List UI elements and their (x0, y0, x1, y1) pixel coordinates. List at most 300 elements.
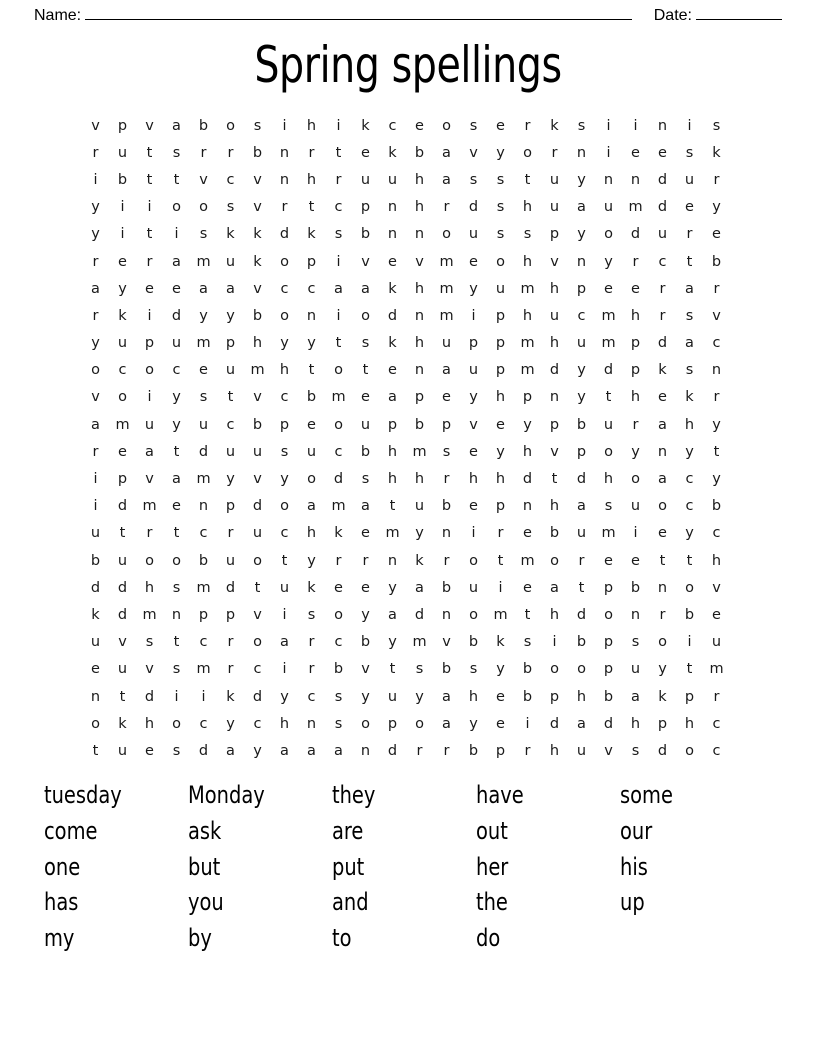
grid-cell[interactable]: b (252, 307, 263, 324)
grid-cell[interactable]: d (549, 362, 560, 379)
grid-cell[interactable]: u (495, 280, 506, 297)
grid-cell[interactable]: n (414, 362, 425, 379)
grid-cell[interactable]: t (713, 443, 720, 460)
grid-cell[interactable]: a (361, 498, 370, 515)
grid-cell[interactable]: t (146, 226, 153, 243)
grid-cell[interactable]: n (387, 552, 398, 569)
grid-cell[interactable]: m (250, 362, 265, 379)
grid-cell[interactable]: o (604, 606, 613, 623)
grid-cell[interactable]: r (227, 661, 234, 678)
grid-cell[interactable]: i (525, 715, 530, 732)
grid-cell[interactable]: e (496, 416, 505, 433)
date-input-line[interactable] (696, 6, 782, 20)
grid-cell[interactable]: y (523, 416, 532, 433)
grid-cell[interactable]: n (360, 742, 371, 759)
grid-cell[interactable]: s (631, 634, 640, 651)
grid-cell[interactable]: v (253, 606, 262, 623)
grid-cell[interactable]: d (657, 742, 668, 759)
grid-cell[interactable]: s (172, 579, 181, 596)
grid-cell[interactable]: a (334, 742, 343, 759)
grid-cell[interactable]: b (522, 688, 533, 705)
grid-cell[interactable]: r (443, 552, 450, 569)
grid-cell[interactable]: r (659, 280, 666, 297)
grid-cell[interactable]: m (331, 498, 346, 515)
grid-cell[interactable]: s (685, 307, 694, 324)
grid-cell[interactable]: o (145, 362, 154, 379)
grid-cell[interactable]: u (225, 253, 236, 270)
grid-cell[interactable]: m (196, 335, 211, 352)
grid-cell[interactable]: v (253, 171, 262, 188)
grid-cell[interactable]: t (173, 634, 180, 651)
grid-cell[interactable]: u (387, 688, 398, 705)
grid-cell[interactable]: v (604, 742, 613, 759)
grid-cell[interactable]: b (711, 498, 722, 515)
grid-cell[interactable]: r (308, 661, 315, 678)
grid-cell[interactable]: p (549, 416, 560, 433)
word-list-item[interactable]: by (188, 924, 212, 953)
grid-cell[interactable]: d (657, 171, 668, 188)
grid-cell[interactable]: o (604, 443, 613, 460)
grid-cell[interactable]: c (685, 471, 694, 488)
grid-cell[interactable]: o (226, 117, 235, 134)
grid-cell[interactable]: y (577, 389, 586, 406)
grid-cell[interactable]: a (172, 253, 181, 270)
word-list-item[interactable]: her (476, 852, 509, 881)
grid-cell[interactable]: p (306, 253, 317, 270)
grid-cell[interactable]: i (687, 634, 692, 651)
grid-cell[interactable]: a (658, 471, 667, 488)
grid-cell[interactable]: k (91, 606, 100, 623)
grid-cell[interactable]: t (173, 171, 180, 188)
grid-cell[interactable]: h (522, 443, 533, 460)
grid-cell[interactable]: h (549, 606, 560, 623)
grid-cell[interactable]: o (280, 498, 289, 515)
grid-cell[interactable]: r (713, 389, 720, 406)
grid-cell[interactable]: t (146, 144, 153, 161)
grid-cell[interactable]: v (253, 389, 262, 406)
grid-cell[interactable]: h (306, 117, 317, 134)
grid-cell[interactable]: s (307, 606, 316, 623)
grid-cell[interactable]: o (361, 307, 370, 324)
grid-cell[interactable]: m (709, 661, 724, 678)
grid-cell[interactable]: y (388, 579, 397, 596)
grid-cell[interactable]: y (415, 688, 424, 705)
grid-cell[interactable]: y (307, 335, 316, 352)
grid-cell[interactable]: u (225, 362, 236, 379)
grid-cell[interactable]: b (630, 579, 641, 596)
grid-cell[interactable]: v (118, 634, 127, 651)
grid-cell[interactable]: y (631, 443, 640, 460)
grid-cell[interactable]: r (92, 307, 99, 324)
word-list-item[interactable]: are (332, 816, 364, 845)
grid-cell[interactable]: a (388, 389, 397, 406)
grid-cell[interactable]: a (550, 579, 559, 596)
grid-cell[interactable]: n (630, 606, 641, 623)
grid-cell[interactable]: t (389, 498, 396, 515)
grid-cell[interactable]: r (524, 117, 531, 134)
grid-cell[interactable]: b (306, 389, 317, 406)
grid-cell[interactable]: c (307, 280, 316, 297)
grid-cell[interactable]: m (331, 389, 346, 406)
word-list-item[interactable]: and (332, 888, 369, 917)
grid-cell[interactable]: t (92, 742, 99, 759)
grid-cell[interactable]: r (200, 144, 207, 161)
grid-cell[interactable]: p (441, 416, 452, 433)
word-list-item[interactable]: up (620, 888, 645, 917)
grid-cell[interactable]: t (227, 389, 234, 406)
grid-cell[interactable]: a (226, 280, 235, 297)
grid-cell[interactable]: t (308, 199, 315, 216)
grid-cell[interactable]: h (549, 280, 560, 297)
grid-cell[interactable]: i (93, 471, 98, 488)
grid-cell[interactable]: r (308, 634, 315, 651)
grid-cell[interactable]: r (659, 606, 666, 623)
grid-cell[interactable]: o (604, 226, 613, 243)
grid-cell[interactable]: p (225, 498, 236, 515)
grid-cell[interactable]: k (496, 634, 505, 651)
grid-cell[interactable]: d (252, 688, 263, 705)
grid-cell[interactable]: o (577, 661, 586, 678)
grid-cell[interactable]: i (93, 498, 98, 515)
grid-cell[interactable]: d (252, 498, 263, 515)
grid-cell[interactable]: u (198, 416, 209, 433)
grid-cell[interactable]: y (604, 253, 613, 270)
grid-cell[interactable]: o (91, 362, 100, 379)
grid-cell[interactable]: y (685, 443, 694, 460)
grid-cell[interactable]: u (225, 443, 236, 460)
grid-cell[interactable]: h (468, 688, 479, 705)
grid-cell[interactable]: p (603, 661, 614, 678)
grid-cell[interactable]: t (605, 389, 612, 406)
grid-cell[interactable]: m (520, 552, 535, 569)
grid-cell[interactable]: y (91, 199, 100, 216)
grid-cell[interactable]: n (414, 307, 425, 324)
grid-cell[interactable]: b (468, 742, 479, 759)
grid-cell[interactable]: y (577, 171, 586, 188)
grid-cell[interactable]: u (414, 498, 425, 515)
grid-cell[interactable]: c (712, 715, 721, 732)
grid-cell[interactable]: n (603, 171, 614, 188)
grid-cell[interactable]: p (495, 742, 506, 759)
grid-cell[interactable]: m (520, 362, 535, 379)
grid-cell[interactable]: t (659, 552, 666, 569)
grid-cell[interactable]: o (469, 606, 478, 623)
grid-cell[interactable]: d (387, 742, 398, 759)
grid-cell[interactable]: e (658, 144, 667, 161)
grid-cell[interactable]: e (604, 552, 613, 569)
grid-cell[interactable]: c (307, 688, 316, 705)
grid-cell[interactable]: r (443, 471, 450, 488)
grid-cell[interactable]: u (252, 443, 263, 460)
grid-cell[interactable]: y (307, 552, 316, 569)
grid-cell[interactable]: y (712, 199, 721, 216)
grid-cell[interactable]: p (495, 362, 506, 379)
grid-cell[interactable]: a (280, 742, 289, 759)
grid-cell[interactable]: h (414, 171, 425, 188)
grid-cell[interactable]: b (360, 443, 371, 460)
grid-cell[interactable]: i (606, 144, 611, 161)
grid-cell[interactable]: r (659, 307, 666, 324)
grid-cell[interactable]: p (144, 335, 155, 352)
grid-cell[interactable]: d (576, 471, 587, 488)
grid-cell[interactable]: h (549, 498, 560, 515)
grid-cell[interactable]: c (199, 525, 208, 542)
grid-cell[interactable]: u (549, 307, 560, 324)
grid-cell[interactable]: a (577, 199, 586, 216)
grid-cell[interactable]: o (172, 715, 181, 732)
grid-cell[interactable]: y (91, 335, 100, 352)
grid-cell[interactable]: n (171, 606, 182, 623)
grid-cell[interactable]: h (630, 715, 641, 732)
grid-cell[interactable]: d (657, 335, 668, 352)
grid-cell[interactable]: y (712, 471, 721, 488)
grid-cell[interactable]: k (658, 362, 667, 379)
grid-cell[interactable]: i (282, 661, 287, 678)
grid-cell[interactable]: u (117, 742, 128, 759)
grid-cell[interactable]: a (172, 471, 181, 488)
grid-cell[interactable]: d (603, 715, 614, 732)
grid-cell[interactable]: v (361, 661, 370, 678)
grid-cell[interactable]: y (280, 335, 289, 352)
grid-cell[interactable]: m (385, 525, 400, 542)
grid-cell[interactable]: c (712, 335, 721, 352)
grid-cell[interactable]: y (172, 416, 181, 433)
grid-cell[interactable]: s (496, 226, 505, 243)
grid-cell[interactable]: u (468, 226, 479, 243)
grid-cell[interactable]: u (360, 416, 371, 433)
grid-cell[interactable]: e (631, 144, 640, 161)
grid-cell[interactable]: t (146, 171, 153, 188)
grid-cell[interactable]: d (117, 498, 128, 515)
grid-cell[interactable]: h (522, 307, 533, 324)
grid-cell[interactable]: v (91, 389, 100, 406)
grid-cell[interactable]: r (443, 742, 450, 759)
grid-cell[interactable]: h (711, 552, 722, 569)
grid-cell[interactable]: y (577, 362, 586, 379)
grid-cell[interactable]: s (415, 661, 424, 678)
grid-cell[interactable]: y (469, 389, 478, 406)
grid-cell[interactable]: c (712, 742, 721, 759)
grid-cell[interactable]: e (118, 253, 127, 270)
grid-cell[interactable]: o (334, 606, 343, 623)
grid-cell[interactable]: s (442, 443, 451, 460)
grid-cell[interactable]: i (147, 199, 152, 216)
grid-cell[interactable]: p (495, 498, 506, 515)
grid-cell[interactable]: e (631, 280, 640, 297)
grid-cell[interactable]: v (550, 253, 559, 270)
grid-cell[interactable]: u (90, 634, 101, 651)
grid-cell[interactable]: u (630, 498, 641, 515)
grid-cell[interactable]: b (198, 552, 209, 569)
grid-cell[interactable]: c (280, 525, 289, 542)
grid-cell[interactable]: d (603, 362, 614, 379)
grid-cell[interactable]: n (576, 253, 587, 270)
grid-cell[interactable]: a (658, 416, 667, 433)
grid-cell[interactable]: h (549, 335, 560, 352)
grid-cell[interactable]: p (225, 335, 236, 352)
grid-cell[interactable]: v (145, 471, 154, 488)
grid-cell[interactable]: h (414, 199, 425, 216)
grid-cell[interactable]: a (334, 280, 343, 297)
grid-cell[interactable]: a (280, 634, 289, 651)
grid-cell[interactable]: y (361, 606, 370, 623)
grid-cell[interactable]: y (226, 471, 235, 488)
grid-cell[interactable]: s (685, 362, 694, 379)
grid-cell[interactable]: n (657, 117, 668, 134)
grid-cell[interactable]: r (227, 634, 234, 651)
grid-cell[interactable]: r (632, 253, 639, 270)
grid-cell[interactable]: r (92, 253, 99, 270)
word-list-item[interactable]: some (620, 781, 673, 809)
grid-cell[interactable]: a (361, 280, 370, 297)
grid-cell[interactable]: e (442, 389, 451, 406)
grid-cell[interactable]: r (686, 226, 693, 243)
grid-cell[interactable]: b (252, 144, 263, 161)
grid-cell[interactable]: r (713, 280, 720, 297)
grid-cell[interactable]: p (360, 199, 371, 216)
grid-cell[interactable]: o (172, 199, 181, 216)
grid-cell[interactable]: n (306, 715, 317, 732)
grid-cell[interactable]: s (334, 715, 343, 732)
grid-cell[interactable]: a (442, 144, 451, 161)
grid-cell[interactable]: u (576, 525, 587, 542)
grid-cell[interactable]: i (633, 117, 638, 134)
grid-cell[interactable]: e (361, 525, 370, 542)
grid-cell[interactable]: p (549, 226, 560, 243)
grid-cell[interactable]: e (388, 253, 397, 270)
grid-cell[interactable]: s (199, 226, 208, 243)
grid-cell[interactable]: a (442, 171, 451, 188)
grid-cell[interactable]: o (496, 253, 505, 270)
grid-cell[interactable]: e (334, 579, 343, 596)
grid-cell[interactable]: e (469, 498, 478, 515)
grid-cell[interactable]: s (280, 443, 289, 460)
grid-cell[interactable]: o (550, 661, 559, 678)
grid-cell[interactable]: r (713, 171, 720, 188)
grid-cell[interactable]: r (281, 199, 288, 216)
grid-cell[interactable]: p (495, 335, 506, 352)
grid-cell[interactable]: d (414, 606, 425, 623)
grid-cell[interactable]: b (711, 253, 722, 270)
grid-cell[interactable]: b (468, 634, 479, 651)
grid-cell[interactable]: c (388, 117, 397, 134)
grid-cell[interactable]: t (389, 661, 396, 678)
grid-cell[interactable]: p (387, 416, 398, 433)
grid-cell[interactable]: n (711, 362, 722, 379)
grid-cell[interactable]: p (225, 606, 236, 623)
grid-cell[interactable]: m (196, 253, 211, 270)
grid-cell[interactable]: u (441, 335, 452, 352)
grid-cell[interactable]: k (118, 715, 127, 732)
grid-cell[interactable]: u (279, 579, 290, 596)
word-list-item[interactable]: ask (188, 816, 222, 845)
grid-cell[interactable]: b (441, 498, 452, 515)
grid-cell[interactable]: h (279, 715, 290, 732)
grid-cell[interactable]: b (360, 634, 371, 651)
grid-cell[interactable]: s (685, 144, 694, 161)
grid-cell[interactable]: r (146, 525, 153, 542)
grid-cell[interactable]: e (658, 525, 667, 542)
grid-cell[interactable]: h (603, 471, 614, 488)
grid-cell[interactable]: b (414, 144, 425, 161)
grid-cell[interactable]: s (496, 171, 505, 188)
grid-cell[interactable]: b (360, 226, 371, 243)
grid-cell[interactable]: v (469, 144, 478, 161)
grid-cell[interactable]: o (118, 389, 127, 406)
grid-cell[interactable]: e (307, 416, 316, 433)
grid-cell[interactable]: u (225, 552, 236, 569)
grid-cell[interactable]: t (254, 579, 261, 596)
grid-cell[interactable]: u (360, 171, 371, 188)
grid-cell[interactable]: d (549, 715, 560, 732)
grid-cell[interactable]: k (685, 389, 694, 406)
grid-cell[interactable]: v (253, 199, 262, 216)
grid-cell[interactable]: d (171, 307, 182, 324)
grid-cell[interactable]: o (199, 199, 208, 216)
grid-cell[interactable]: a (577, 715, 586, 732)
grid-cell[interactable]: u (306, 443, 317, 460)
grid-cell[interactable]: n (549, 389, 560, 406)
grid-cell[interactable]: k (361, 117, 370, 134)
grid-cell[interactable]: y (361, 688, 370, 705)
grid-cell[interactable]: p (603, 634, 614, 651)
grid-cell[interactable]: u (549, 199, 560, 216)
grid-cell[interactable]: s (172, 661, 181, 678)
grid-cell[interactable]: h (576, 688, 587, 705)
grid-cell[interactable]: b (117, 171, 128, 188)
grid-cell[interactable]: e (712, 606, 721, 623)
grid-cell[interactable]: r (92, 144, 99, 161)
grid-cell[interactable]: y (577, 226, 586, 243)
grid-cell[interactable]: v (550, 443, 559, 460)
grid-cell[interactable]: d (117, 579, 128, 596)
grid-cell[interactable]: r (497, 525, 504, 542)
word-list-item[interactable]: come (44, 816, 98, 845)
grid-cell[interactable]: s (361, 335, 370, 352)
grid-cell[interactable]: s (199, 389, 208, 406)
grid-cell[interactable]: y (415, 525, 424, 542)
grid-cell[interactable]: u (576, 742, 587, 759)
grid-cell[interactable]: t (173, 525, 180, 542)
grid-cell[interactable]: y (253, 742, 262, 759)
grid-cell[interactable]: o (145, 552, 154, 569)
grid-cell[interactable]: b (441, 661, 452, 678)
grid-cell[interactable]: p (657, 715, 668, 732)
grid-cell[interactable]: h (630, 307, 641, 324)
grid-cell[interactable]: o (415, 715, 424, 732)
grid-cell[interactable]: v (253, 471, 262, 488)
grid-cell[interactable]: p (576, 443, 587, 460)
grid-cell[interactable]: b (441, 579, 452, 596)
grid-cell[interactable]: e (199, 362, 208, 379)
grid-cell[interactable]: e (469, 253, 478, 270)
grid-cell[interactable]: i (606, 117, 611, 134)
grid-cell[interactable]: k (226, 688, 235, 705)
grid-cell[interactable]: o (280, 307, 289, 324)
grid-cell[interactable]: b (90, 552, 101, 569)
grid-cell[interactable]: s (469, 171, 478, 188)
grid-cell[interactable]: c (118, 362, 127, 379)
grid-cell[interactable]: k (253, 226, 262, 243)
grid-cell[interactable]: u (252, 525, 263, 542)
grid-cell[interactable]: b (576, 634, 587, 651)
grid-cell[interactable]: h (387, 443, 398, 460)
grid-cell[interactable]: u (171, 335, 182, 352)
grid-cell[interactable]: n (279, 144, 290, 161)
grid-cell[interactable]: h (495, 389, 506, 406)
grid-cell[interactable]: t (578, 579, 585, 596)
grid-cell[interactable]: p (522, 389, 533, 406)
